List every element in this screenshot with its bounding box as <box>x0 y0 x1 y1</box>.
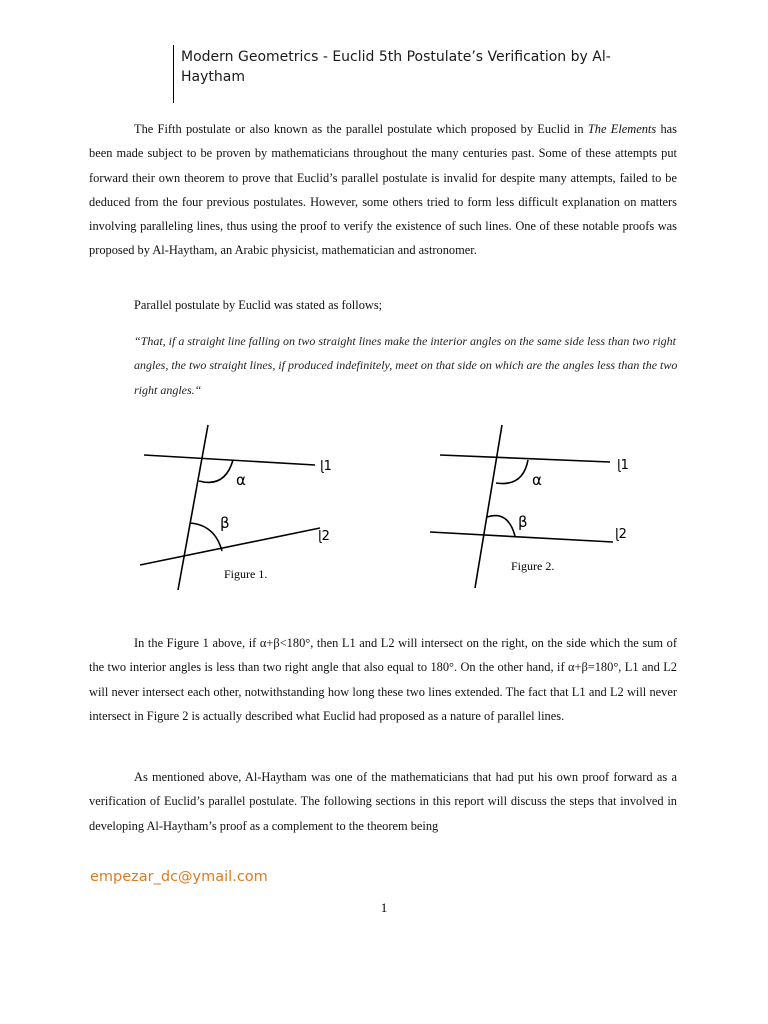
figure-1 <box>140 425 332 590</box>
postulate-quote: “That, if a straight line falling on two straight lines make the interior angles on the same side less than two right angles, the two straight lines, if produced indefinitely, meet on that side on which are the angles less than the two right angles.“ <box>134 334 678 397</box>
fig2-caption: Figure 2. <box>511 559 555 573</box>
header-title <box>181 47 653 87</box>
intro-text-b: has been made subject to be proven by mathematicians throughout the many centuries past. Some of these attempts put forward their own theorem to prove that Euclid’s parallel postulate is invalid for despite many attempts, failed to be deduced from the four previous postulates. However, some others tried to form less difficult explanation on matters involving paralleling lines, thus using the proof to verify the existence of such lines. One of these notable proofs was proposed by Al-Haytham, an Arabic physicist, mathematician and astronomer. <box>89 122 677 258</box>
fig1-transversal <box>178 425 208 590</box>
figures-area <box>130 410 650 600</box>
paragraph-figure-explanation <box>89 631 677 728</box>
postulate-intro-text: Parallel postulate by Euclid was stated as follows; <box>134 298 383 312</box>
fig1-beta-arc <box>190 523 222 551</box>
figure-2 <box>430 425 629 588</box>
fig1-l2-label: ɭ2 <box>318 529 330 544</box>
fig2-l2-label: ɭ2 <box>615 527 627 542</box>
fig1-line-l2 <box>140 528 320 565</box>
figure-explanation-text: In the Figure 1 above, if α+β<180°, then L1 and L2 will intersect on the right, on the side which the sum of the two interior angles is less than two right angle that also equal to 180°. On the other hand, if α+β=180°, L1 and L2 will never intersect each other, notwithstanding how long these two lines extended. The fact that L1 and L2 will never intersect in Figure 2 is actually described what Euclid had proposed as a nature of parallel lines. <box>89 636 677 723</box>
fig2-beta-label: β <box>518 513 528 531</box>
fig2-alpha-label: α <box>532 471 542 489</box>
footer-email: empezar_dc@ymail.com <box>90 869 268 885</box>
fig2-transversal <box>475 425 502 588</box>
intro-text-a: The Fifth postulate or also known as the parallel postulate which proposed by Euclid in <box>134 122 588 136</box>
paragraph-intro <box>89 117 677 263</box>
header-title-line1: Modern Geometrics - Euclid 5th Postulate’s Verification by Al- <box>181 49 611 65</box>
fig2-l1-label: ɭ1 <box>617 458 629 473</box>
header-title-line2: Haytham <box>181 69 245 85</box>
page-header <box>173 45 653 103</box>
fig1-caption: Figure 1. <box>224 567 268 581</box>
fig1-alpha-label: α <box>236 471 246 489</box>
fig2-line-l1 <box>440 455 610 462</box>
fig1-beta-label: β <box>220 514 230 532</box>
fig1-line-l1 <box>144 455 315 465</box>
fig1-alpha-arc <box>199 460 233 482</box>
book-title: The Elements <box>587 122 657 136</box>
fig1-l1-label: ɭ1 <box>320 459 332 474</box>
page-number: 1 <box>380 900 388 915</box>
paragraph-postulate-intro <box>89 293 677 317</box>
al-haytham-text: As mentioned above, Al-Haytham was one of the mathematicians that had put his own proof forward as a verification of Euclid’s parallel postulate. The following sections in this report will discuss the steps that involved in developing Al-Haytham’s proof as a complement to the theorem being <box>89 770 677 833</box>
paragraph-al-haytham <box>89 765 677 838</box>
fig2-line-l2 <box>430 532 613 542</box>
fig2-beta-arc <box>487 516 515 536</box>
fig2-alpha-arc <box>496 460 528 484</box>
figures-svg <box>130 410 650 600</box>
